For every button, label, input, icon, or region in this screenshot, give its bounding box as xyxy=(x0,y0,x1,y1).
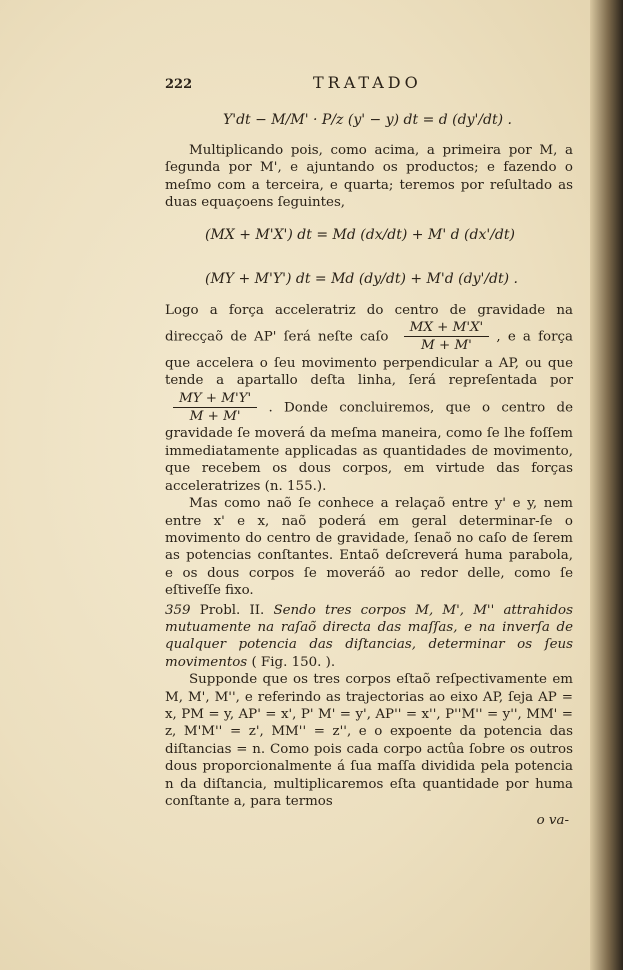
paragraph-2 xyxy=(165,302,573,495)
paragraph-2-part-a: Logo a força acceleratriz do centro de gravidade na direcçaõ de AP' ſerá neſte caſo xyxy=(165,302,573,345)
problem-statement xyxy=(165,602,573,672)
problem-figure-ref: ( Fig. 150. ). xyxy=(251,654,336,670)
equation-2: (MX + M'X') dt = Md (dx/dt) + M' d (dx'/dt) xyxy=(205,226,515,243)
equation-1: Y'dt − M/M' · P/z (y' − y) dt = d (dy'/dt) . xyxy=(223,112,513,128)
problem-label: Probl. II. xyxy=(199,602,265,618)
fraction-y xyxy=(173,390,257,426)
fraction-y-numerator: MY + M'Y' xyxy=(173,390,257,408)
page-header xyxy=(165,72,573,98)
catchword: o va- xyxy=(536,813,569,829)
fraction-x-denominator: M + M' xyxy=(421,338,472,354)
fraction-x xyxy=(404,319,490,355)
fraction-x-numerator: MX + M'X' xyxy=(404,319,490,337)
paragraph-2-part-b: , e a força que accelera o ſeu movimento perpendicular a AP, ou que tende a apartallo deſta linha, ſerá repreſentada por xyxy=(165,329,573,389)
equation-3: (MY + M'Y') dt = Md (dy/dt) + M'd (dy'/dt) . xyxy=(205,270,518,287)
problem-number: 359 xyxy=(165,602,191,618)
running-title: TRATADO xyxy=(313,73,422,92)
paragraph-3: Mas como naõ ſe conhece a relaçaõ entre y' e y, nem entre x' e x, naõ poderá em geral determinar-ſe o movimento do centro de gravidade, ſenaõ no caſo de ſerem as potencias conſtantes. Entaõ deſcreverá huma parabola, e os dous corpos ſe moveráõ ao redor delle, como ſe eſtiveſſe fixo. xyxy=(165,496,573,599)
problem-text: Sendo tres corpos M, M', M'' attrahidos mutuamente na raſaõ directa das maſſas, e na inverſa de qualquer potencia das diſtancias, determinar os ſeus movimentos xyxy=(165,602,573,670)
fraction-y-denominator: M + M' xyxy=(189,409,241,425)
paragraph-2-part-c: . Donde concluiremos, que o centro de gravidade ſe moverá da meſma maneira, como ſe lhe foſſem immediatamente applicadas as quantidades de movimento, que recebem os dous corpos, em virtude das forças acceleratrizes (n. 155.). xyxy=(165,400,573,494)
page-content xyxy=(165,72,573,830)
paragraph-1: Multiplicando pois, como acima, a primeira por M, a ſegunda por M', e ajuntando os productos; e fazendo o meſmo com a terceira, e quarta; teremos por reſultado as duas equaçoens ſeguintes, xyxy=(165,143,573,211)
paragraph-4: Supponde que os tres corpos eſtaõ reſpectivamente em M, M', M'', e referindo as trajectorias ao eixo AP, ſeja AP = x, PM = y, AP' = x', P' M' = y', AP'' = x'', P''M'' = y'', MM' = z, M'M'' = z', MM'' = z'', e o expoente da potencia das diſtancias = n. Como pois cada corpo actûa ſobre os outros dous proporcionalmente á ſua maſſa dividida pela potencia n da diſtancia, multiplicaremos eſta quantidade por huma conſtante a, para termos xyxy=(165,672,573,809)
gutter-shadow xyxy=(590,0,623,970)
page-number: 222 xyxy=(165,77,193,92)
